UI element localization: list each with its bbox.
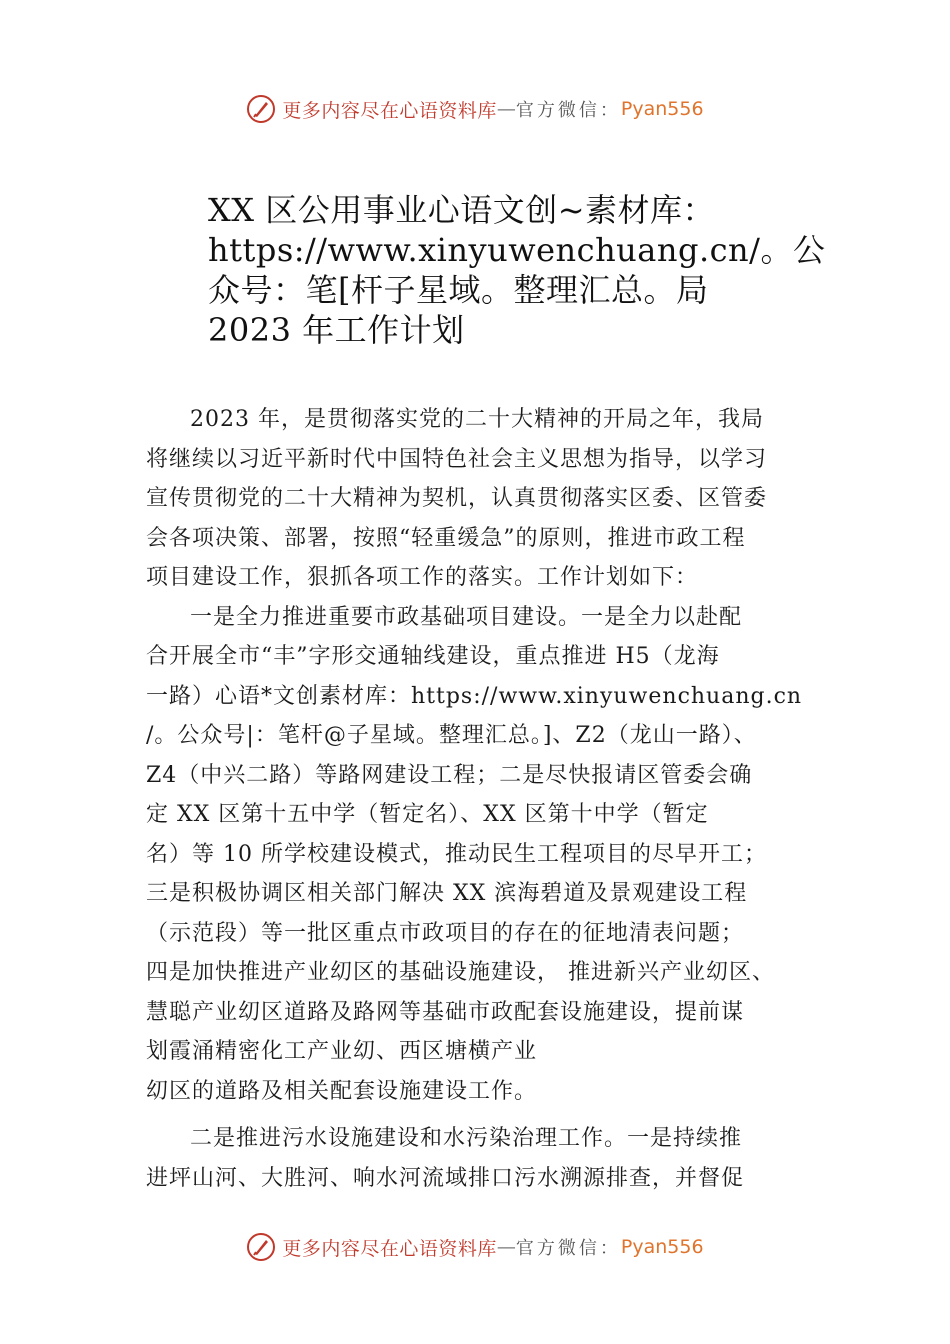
text-line: （示范段）等一批区重点市政项目的存在的征地清表问题； xyxy=(146,920,745,946)
text-line: 慧聪产业㓜区道路及路网等基础市政配套设施建设，提前谋 xyxy=(146,999,745,1025)
wechat-id: Pyan556 xyxy=(620,1236,704,1258)
paragraph-intro xyxy=(146,400,826,598)
text-line: 划霞涌精密化工产业㓜、西区塘横产业 xyxy=(146,1039,538,1064)
text-line: /。公众号|：笔杆@子星域。整理汇总。]、Z2（龙山一路）、 xyxy=(146,723,757,748)
wechat-label: 官方微信： xyxy=(515,100,621,121)
text-line: 合开展全市“丰”字形交通轴线建设，重点推进 H5（龙海 xyxy=(146,644,720,669)
text-line: 宣传贯彻党的二十大精神为契机，认真贯彻落实区委、区管委 xyxy=(146,486,768,511)
text-line: 三是积极协调区相关部门解决 XX 滨海碧道及景观建设工程 xyxy=(146,881,748,906)
title-line: https://www.xinyuwenchuang.cn/。公 xyxy=(208,231,826,269)
banner-separator: — xyxy=(496,1236,516,1258)
promo-text: 更多内容尽在心语资料库 xyxy=(282,1237,497,1260)
text-line: 进坪山河、大胜河、响水河流域排口污水溯源排查，并督促 xyxy=(146,1165,745,1191)
text-line: 2023 年，是贯彻落实党的二十大精神的开局之年，我局 xyxy=(190,407,764,432)
text-line: 会各项决策、部署，按照“轻重缓急”的原则，推进市政工程 xyxy=(146,525,746,551)
wechat-id: Pyan556 xyxy=(620,98,704,120)
text-line: 定 XX 区第十五中学（暂定名）、XX 区第十中学（暂定 xyxy=(146,802,709,827)
footer-banner xyxy=(0,1232,950,1262)
title-line: 2023 年工作计划 xyxy=(208,311,465,349)
document-title xyxy=(208,190,826,350)
wechat-label: 官方微信： xyxy=(515,1238,621,1259)
paragraph-item-2 xyxy=(146,1119,826,1198)
document-body xyxy=(146,400,826,1198)
title-line: 众号：笔[杆子星域。整理汇总。局 xyxy=(208,271,709,309)
pen-feather-logo-icon xyxy=(246,94,276,124)
title-line: XX 区公用事业心语文创~素材库： xyxy=(208,191,716,229)
text-line: 二是推进污水设施建设和水污染治理工作。一是持续推 xyxy=(190,1126,743,1151)
text-line: 将继续以习近平新时代中国特色社会主义思想为指导，以学习 xyxy=(146,446,768,472)
pen-feather-logo-icon xyxy=(246,1232,276,1262)
text-line: 四是加快推进产业㓜区的基础设施建设， 推进新兴产业㓜区、 xyxy=(146,960,775,985)
text-line: 项目建设工作，狠抓各项工作的落实。工作计划如下： xyxy=(146,565,699,590)
paragraph-gap xyxy=(146,1111,826,1119)
banner-separator: — xyxy=(496,98,516,120)
text-line: 一路）心语*文创素材库：https://www.xinyuwenchuang.cn xyxy=(146,683,803,709)
text-line: 名）等 10 所学校建设模式，推动民生工程项目的尽早开工； xyxy=(146,841,767,867)
header-banner xyxy=(0,94,950,124)
text-line: 一是全力推进重要市政基础项目建设。一是全力以赴配 xyxy=(190,604,743,630)
text-line: 㓜区的道路及相关配套设施建设工作。 xyxy=(146,1078,538,1104)
paragraph-item-1 xyxy=(146,598,826,1112)
text-line: Z4（中兴二路）等路网建设工程；二是尽快报请区管委会确 xyxy=(146,762,753,788)
promo-text: 更多内容尽在心语资料库 xyxy=(282,99,497,122)
